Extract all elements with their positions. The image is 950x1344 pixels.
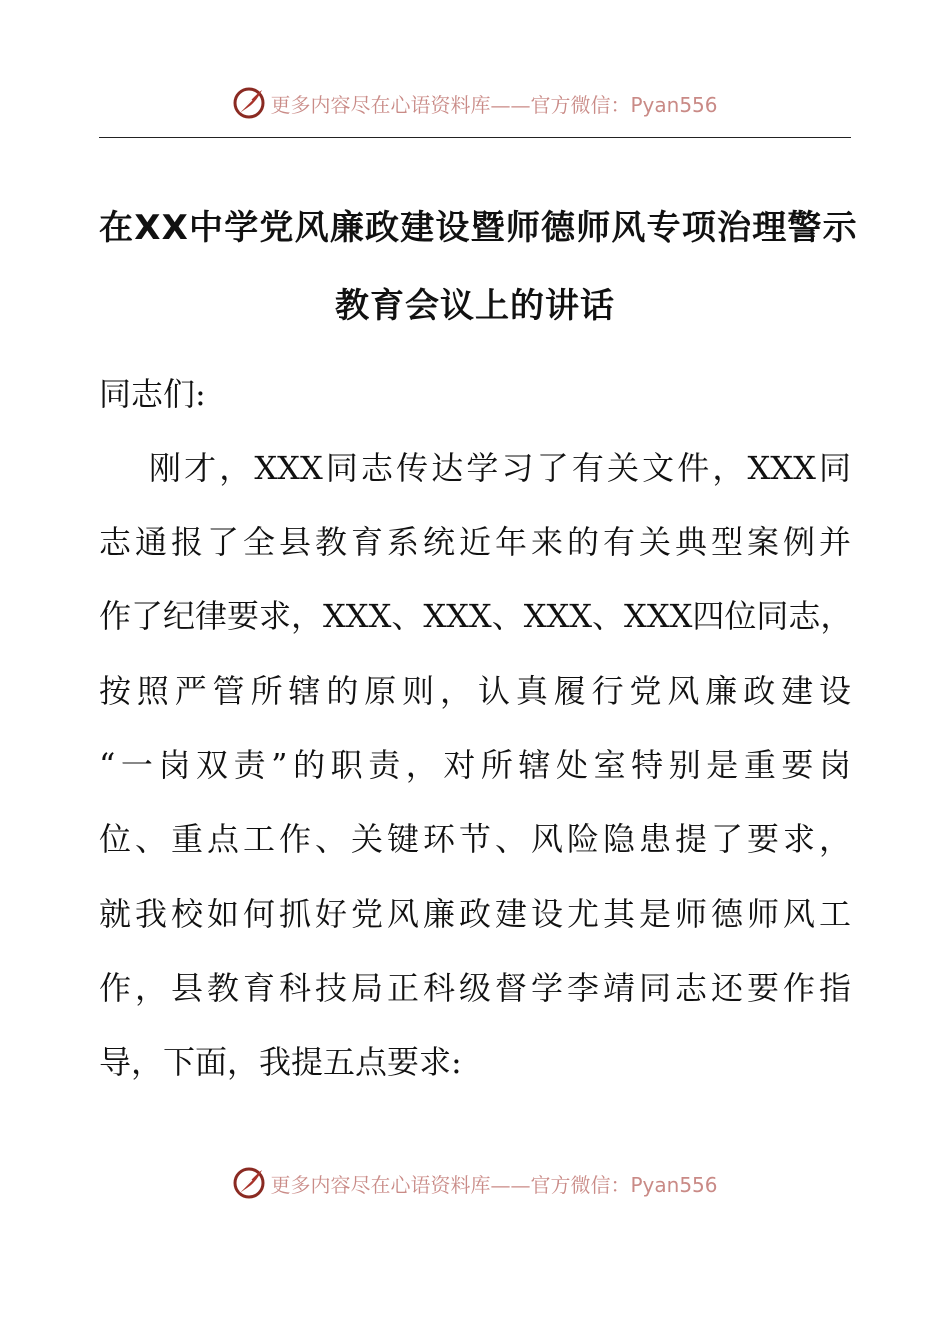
header-banner <box>0 83 950 123</box>
header-banner-text: 更多内容尽在心语资料库——官方微信：Pyan556 <box>270 92 718 117</box>
salutation: 同志们: <box>99 375 206 413</box>
quill-logo-icon <box>232 1166 266 1200</box>
body-line: 志通报了全县教育系统近年来的有关典型案例并 <box>99 523 851 561</box>
quill-logo-icon <box>232 86 266 120</box>
body-line: 位、重点工作、关键环节、风险隐患提了要求， <box>99 820 851 858</box>
body-line: 作了纪律要求，XXX、XXX、XXX、XXX四位同志， <box>99 597 853 635</box>
body-line: 就我校如何抓好党风廉政建设尤其是师德师风工 <box>99 895 851 933</box>
document-title-line-2: 教育会议上的讲话 <box>335 286 615 326</box>
body-line: 按照严管所辖的原则，认真履行党风廉政建设 <box>99 672 851 710</box>
footer-banner <box>0 1163 950 1203</box>
header-divider <box>99 137 851 138</box>
body-line: 作，县教育科技局正科级督学李靖同志还要作指 <box>99 969 851 1007</box>
body-line: “一岗双责”的职责，对所辖处室特别是重要岗 <box>99 746 851 784</box>
document-title-line-1: 在XX中学党风廉政建设暨师德师风专项治理警示 <box>99 208 858 248</box>
body-line: 导，下面，我提五点要求: <box>99 1043 462 1081</box>
footer-banner-text: 更多内容尽在心语资料库——官方微信：Pyan556 <box>270 1172 718 1197</box>
body-line: 刚才，XXX同志传达学习了有关文件，XXX同 <box>149 449 851 487</box>
